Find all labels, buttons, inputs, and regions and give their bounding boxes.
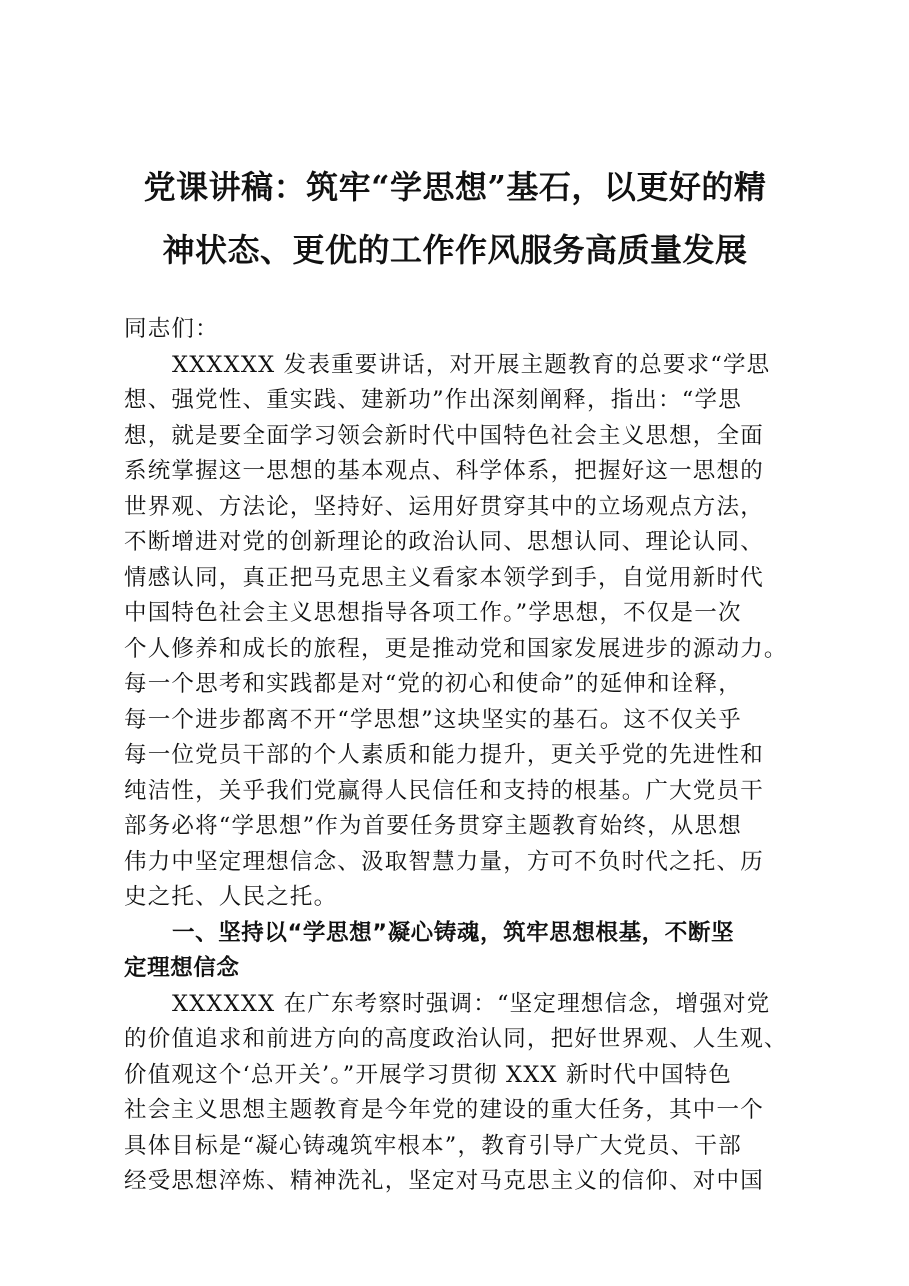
paragraph-2-line: 的价值追求和前进方向的高度政治认同，把好世界观、人生观、: [124, 1026, 788, 1052]
document-title: [100, 156, 810, 282]
paragraph-1-line: 中国特色社会主义思想指导各项工作。”学思想，不仅是一次: [124, 600, 742, 626]
paragraph-1-line: 系统掌握这一思想的基本观点、科学体系，把握好这一思想的: [124, 458, 764, 484]
paragraph-2-line: XXXXXX 在广东考察时强调：“坚定理想信念，增强对党: [172, 990, 771, 1017]
paragraph-1-line: 每一个思考和实践都是对“党的初心和使命”的延伸和诠释，: [124, 671, 742, 697]
paragraph-1-line: 部务必将“学思想”作为首要任务贯穿主题教育始终，从思想: [124, 813, 742, 839]
title-line-1: 党课讲稿：筑牢“学思想”基石，以更好的精: [143, 168, 767, 206]
paragraph-2-line: 价值观这个‘总开关’。”开展学习贯彻 XXX 新时代中国特色: [124, 1061, 732, 1088]
paragraph-1-line: 史之托、人民之托。: [124, 884, 338, 910]
paragraph-1-line: 个人修养和成长的旅程，更是推动党和国家发展进步的源动力。: [124, 635, 788, 662]
paragraph-1-line: 每一位党员干部的个人素质和能力提升，更关乎党的先进性和: [124, 742, 764, 768]
paragraph-1-line: 想，就是要全面学习领会新时代中国特色社会主义思想，全面: [124, 422, 764, 449]
paragraph-1-line: 情感认同，真正把马克思主义看家本领学到手，自觉用新时代: [124, 564, 764, 591]
paragraph-2-line: 经受思想淬炼、精神洗礼，坚定对马克思主义的信仰、对中国: [124, 1168, 764, 1194]
paragraph-1-line: 世界观、方法论，坚持好、运用好贯穿其中的立场观点方法，: [124, 493, 764, 520]
paragraph-1-line: 纯洁性，关乎我们党赢得人民信任和支持的根基。广大党员干: [124, 777, 764, 804]
paragraph-2-line: 社会主义思想主题教育是今年党的建设的重大任务，其中一个: [124, 1097, 764, 1123]
paragraph-1-line: 每一个进步都离不开“学思想”这块坚实的基石。这不仅关乎: [124, 706, 742, 733]
section-heading: 一、坚持以“学思想”凝心铸魂，筑牢思想根基，不断坚: [172, 919, 735, 946]
section-heading: 定理想信念: [124, 955, 240, 981]
paragraph-1-line: 伟力中坚定理想信念、汲取智慧力量，方可不负时代之托、历: [124, 848, 764, 875]
paragraph-1-line: XXXXXX 发表重要讲话，对开展主题教育的总要求“学思: [172, 351, 771, 378]
title-line-2: 神状态、更优的工作作风服务高质量发展: [162, 231, 748, 269]
paragraph-1-line: 想、强党性、重实践、建新功”作出深刻阐释，指出：“学思: [124, 387, 742, 413]
paragraph-2-line: 具体目标是“凝心铸魂筑牢根本”，教育引导广大党员、干部: [124, 1132, 742, 1159]
salutation: 同志们：: [124, 316, 219, 342]
document-body: [124, 312, 814, 1200]
paragraph-1-line: 不断增进对党的创新理论的政治认同、思想认同、理论认同、: [124, 529, 764, 555]
